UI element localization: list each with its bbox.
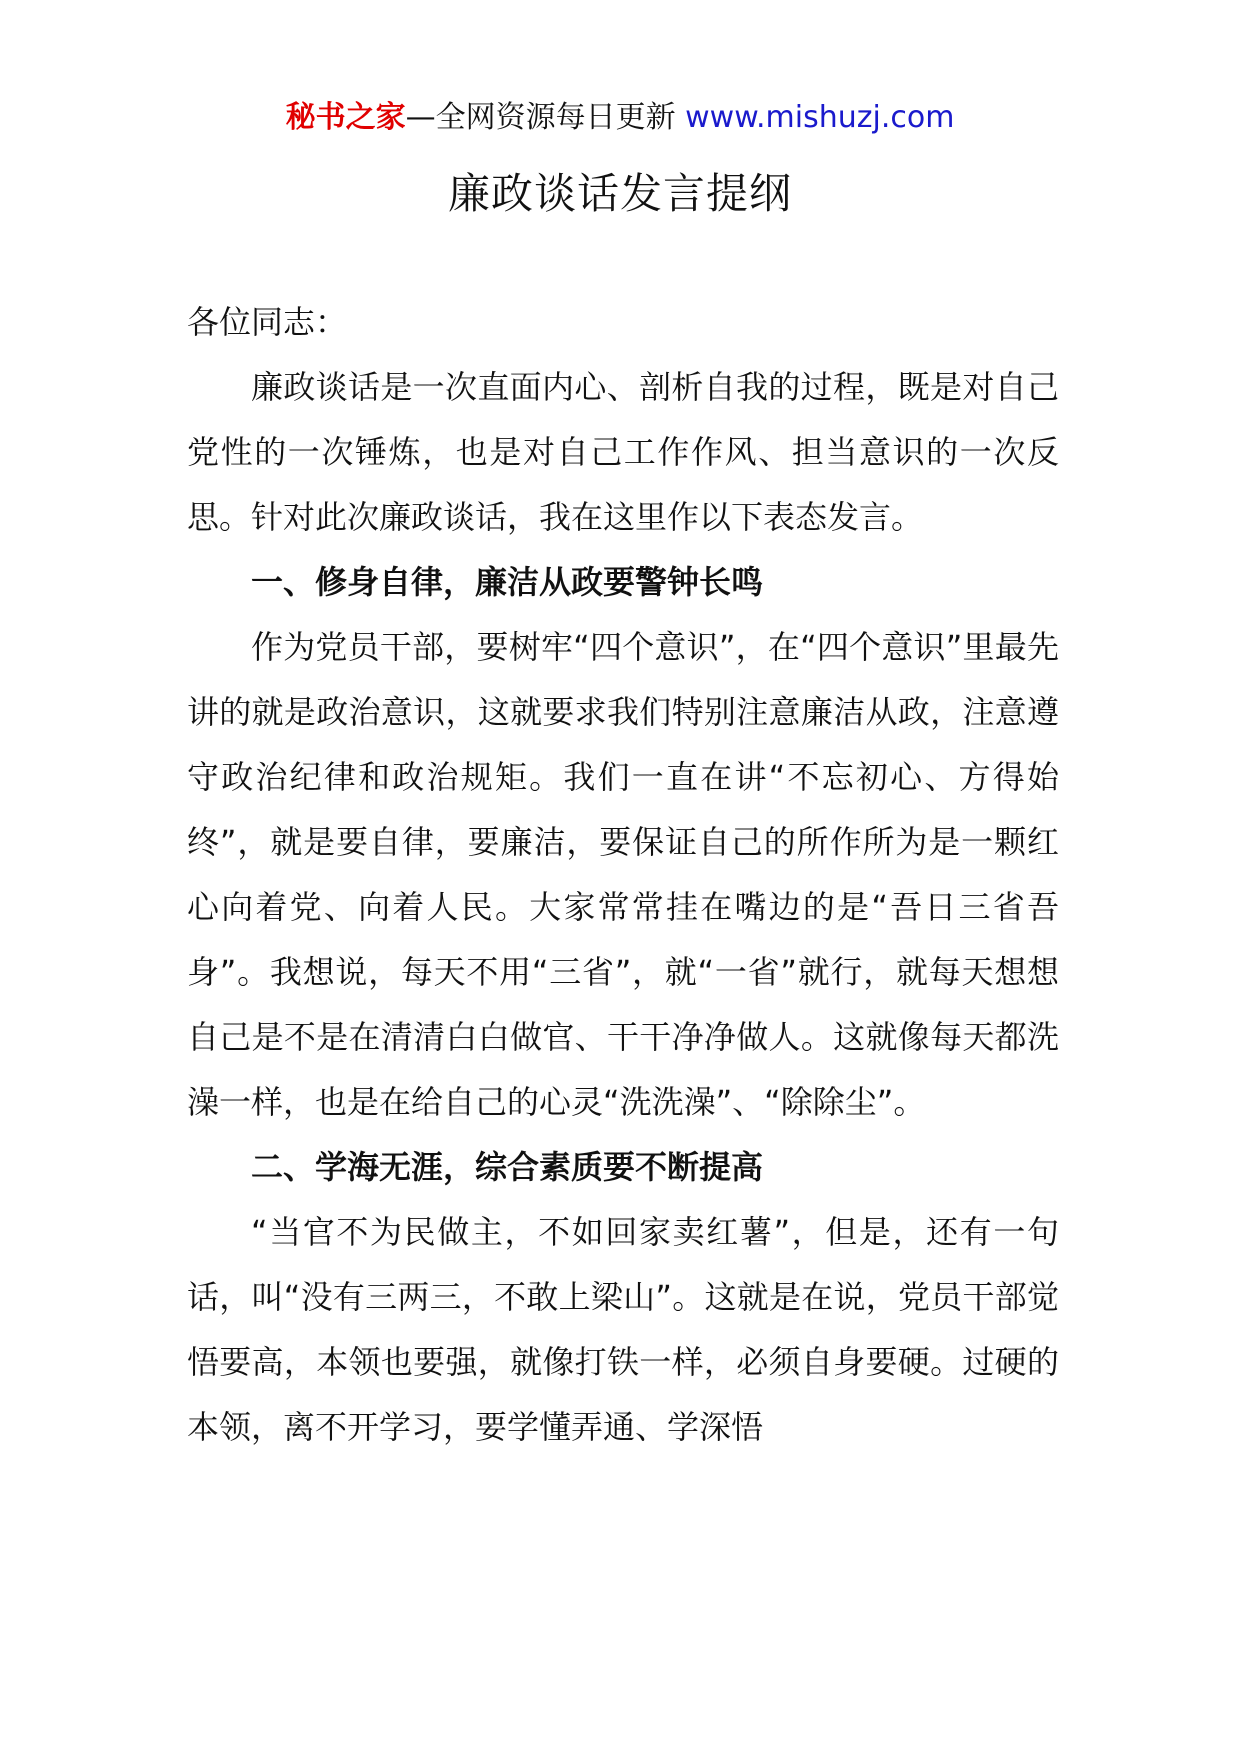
section-1-paragraph: 作为党员干部，要树牢“四个意识”，在“四个意识”里最先讲的就是政治意识，这就要求我们特别注意廉洁从政，注意遵守政治纪律和政治规矩。我们一直在讲“不忘初心、方得始终”，就是要自律，要廉洁，要保证自己的所作所为是一颗红心向着党、向着人民。大家常常挂在嘴边的是“吾日三省吾身”。我想说，每天不用“三省”，就“一省”就行，就每天想想自己是不是在清清白白做官、干干净净做人。这就像每天都洗澡一样，也是在给自己的心灵“洗洗澡”、“除除尘”。 xyxy=(187,628,1059,1121)
salutation: 各位同志： xyxy=(187,303,348,341)
site-url-link[interactable]: www.mishuzj.com xyxy=(685,100,955,135)
section-heading-1: 一、修身自律，廉洁从政要警钟长鸣 xyxy=(251,563,764,601)
section-2-paragraph: “当官不为民做主，不如回家卖红薯”，但是，还有一句话，叫“没有三两三，不敢上梁山”。这就是在说，党员干部觉悟要高，本领也要强，就像打铁一样，必须自身要硬。过硬的本领，离不开学习，要学懂弄通、学深悟 xyxy=(187,1213,1059,1446)
site-brand: 秘书之家 xyxy=(285,100,406,135)
document-body xyxy=(187,290,1059,1460)
site-header xyxy=(0,98,1240,138)
site-tagline: —全网资源每日更新 xyxy=(405,100,686,135)
intro-paragraph: 廉政谈话是一次直面内心、剖析自我的过程，既是对自己党性的一次锤炼，也是对自己工作作风、担当意识的一次反思。针对此次廉政谈话，我在这里作以下表态发言。 xyxy=(187,368,1059,536)
document-title: 廉政谈话发言提纲 xyxy=(447,169,792,218)
section-heading-2: 二、学海无涯，综合素质要不断提高 xyxy=(251,1148,764,1186)
